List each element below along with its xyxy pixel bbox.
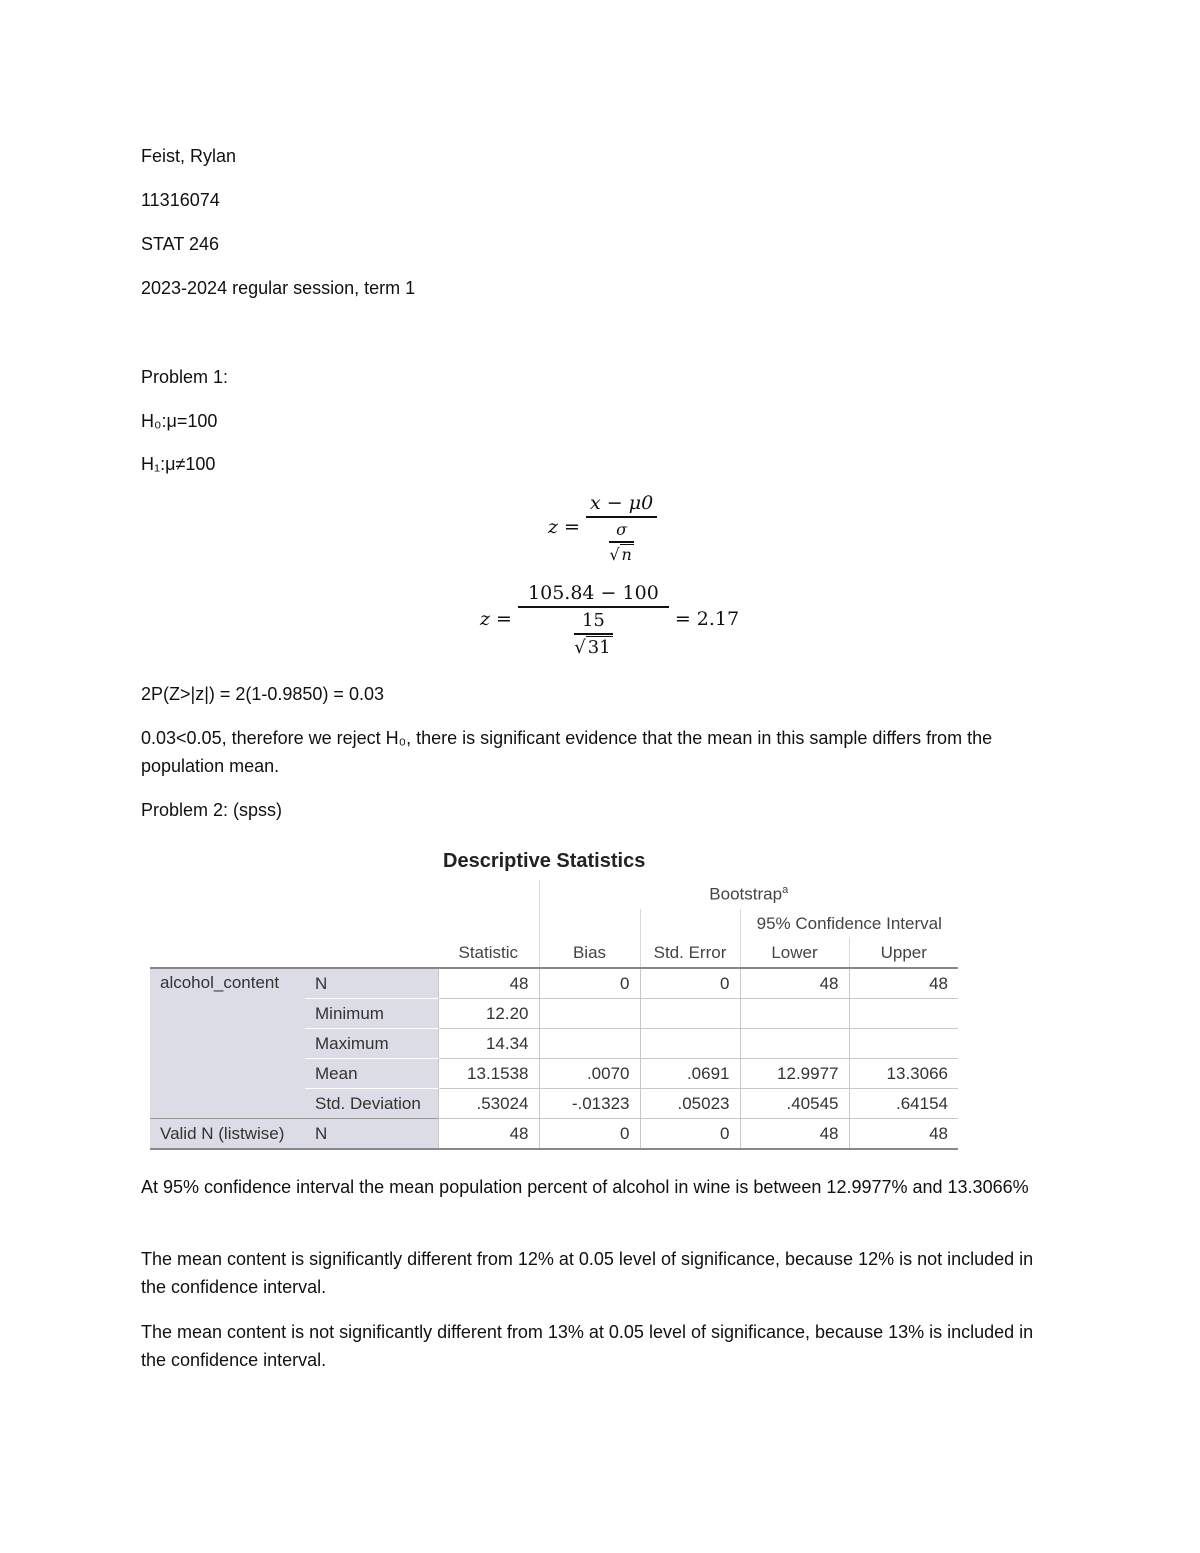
table-row	[150, 968, 958, 999]
student-id: 11316074	[141, 190, 220, 210]
cell	[849, 1029, 958, 1059]
course-code: STAT 246	[141, 234, 220, 254]
cell	[740, 999, 849, 1029]
cell: 13.1538	[438, 1059, 539, 1089]
test-12-percent: The mean content is significantly different from 12% at 0.05 level of significance, because 12% is not included in the confidence interval.	[141, 1249, 1034, 1297]
student-name: Feist, Rylan	[141, 146, 237, 166]
cell: .53024	[438, 1089, 539, 1119]
cell: .0070	[539, 1059, 640, 1089]
test-13-percent: The mean content is not significantly different from 13% at 0.05 level of significance, because 13% is included in the confidence interval.	[141, 1322, 1034, 1370]
group-alcohol-content: alcohol_content	[150, 968, 305, 1119]
bootstrap-footnote-marker: a	[782, 884, 789, 897]
problem1-title: Problem 1:	[141, 367, 229, 387]
cell: 48	[849, 1119, 958, 1150]
z-calc-sd: 15	[581, 610, 605, 631]
cell	[539, 1029, 640, 1059]
problem2-title: Problem 2: (spss)	[141, 800, 283, 820]
problem1-conclusion: 0.03<0.05, therefore we reject H₀, there is significant evidence that the mean in this sample differs from the population mean.	[141, 728, 993, 776]
ci-interpretation: At 95% confidence interval the mean population percent of alcohol in wine is between 12.9977% and 13.3066%	[141, 1177, 1029, 1197]
cell: 48	[849, 968, 958, 999]
cell: 48	[438, 968, 539, 999]
col-statistic: Statistic	[458, 942, 519, 962]
cell: 14.34	[438, 1029, 539, 1059]
cell: .64154	[849, 1089, 958, 1119]
row-label: Minimum	[305, 999, 438, 1029]
row-label: N	[305, 1119, 438, 1150]
cell	[640, 1029, 740, 1059]
z-formula-sigma: σ	[616, 520, 628, 539]
z-formula-sqrt-n: n	[621, 545, 632, 564]
col-upper: Upper	[849, 938, 958, 968]
cell: 48	[740, 1119, 849, 1150]
session-info: 2023-2024 regular session, term 1	[141, 278, 416, 298]
table-title: Descriptive Statistics	[443, 850, 646, 872]
z-formula-numerator: x − μ0	[590, 492, 654, 514]
cell: 12.9977	[740, 1059, 849, 1089]
cell: 48	[438, 1119, 539, 1150]
table-row	[150, 1119, 958, 1150]
z-calc-fraction: $\frac{105.84 - 100}{\frac{15}{√ 31}}$	[518, 582, 669, 658]
z-formula-lhs: z =	[548, 516, 580, 538]
cell	[849, 999, 958, 1029]
cell	[640, 999, 740, 1029]
cell: .0691	[640, 1059, 740, 1089]
col-lower: Lower	[740, 938, 849, 968]
z-calc-numerator: 105.84 − 100	[528, 582, 659, 604]
cell: .40545	[740, 1089, 849, 1119]
row-label: Maximum	[305, 1029, 438, 1059]
cell: 12.20	[438, 999, 539, 1029]
z-calc-result: = 2.17	[674, 608, 740, 630]
p-value: 2P(Z>|z|) = 2(1-0.9850) = 0.03	[141, 684, 384, 704]
group-valid-n: Valid N (listwise)	[150, 1119, 305, 1150]
row-label: N	[305, 968, 438, 999]
alt-hypothesis: H₁:μ≠100	[141, 454, 216, 474]
row-label: Mean	[305, 1059, 438, 1089]
col-std-error: Std. Error	[640, 938, 740, 968]
cell: 48	[740, 968, 849, 999]
cell: 0	[640, 968, 740, 999]
descriptive-statistics-table	[150, 880, 958, 1150]
row-label: Std. Deviation	[305, 1089, 438, 1119]
z-calc-lhs: z =	[480, 608, 512, 630]
z-formula-fraction: $\frac{x - \mu 0}{\frac{\sigma}{√ n}}$	[586, 492, 657, 564]
cell: 0	[539, 1119, 640, 1150]
ci-header: 95% Confidence Interval	[740, 909, 958, 938]
col-bias: Bias	[539, 938, 640, 968]
cell: -.01323	[539, 1089, 640, 1119]
z-formula	[548, 492, 657, 564]
z-calc-n: 31	[587, 637, 611, 658]
z-calculation	[480, 582, 739, 658]
cell	[539, 999, 640, 1029]
bootstrap-header: Bootstrap	[709, 884, 783, 904]
cell: 13.3066	[849, 1059, 958, 1089]
cell	[740, 1029, 849, 1059]
cell: 0	[539, 968, 640, 999]
cell: .05023	[640, 1089, 740, 1119]
null-hypothesis: H₀:μ=100	[141, 411, 218, 431]
cell: 0	[640, 1119, 740, 1150]
